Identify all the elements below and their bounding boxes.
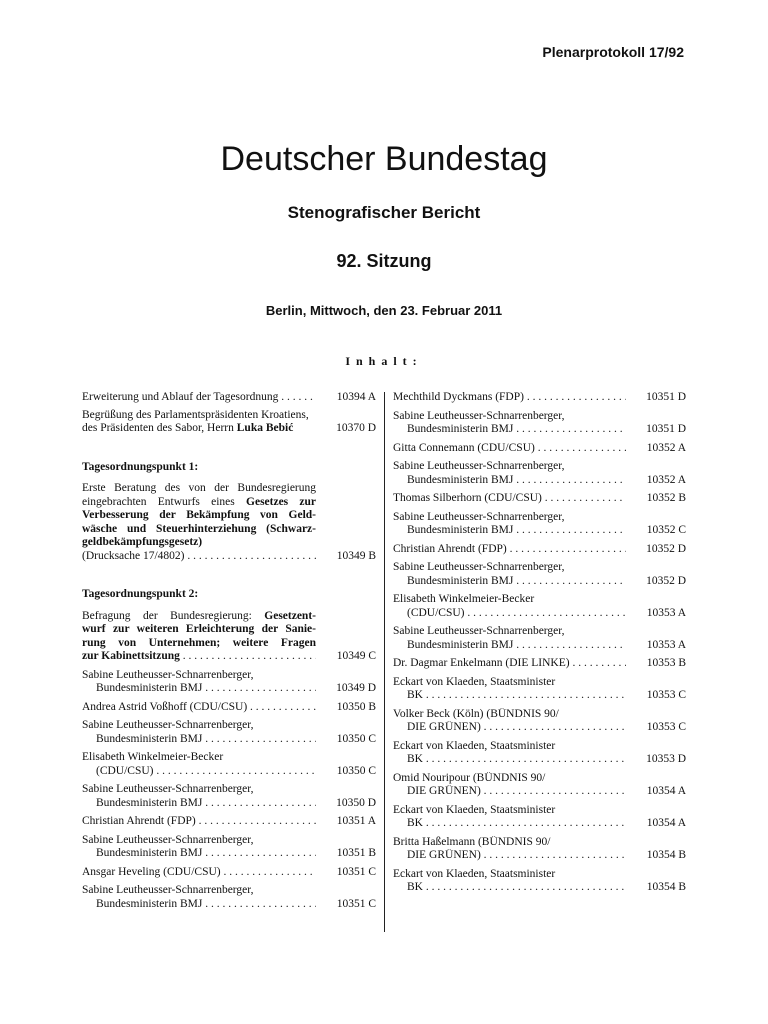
- toc-entry: [82, 482, 376, 563]
- speaker-role: Bundesministerin BMJ: [96, 682, 203, 694]
- column-divider: [384, 392, 385, 932]
- speaker-name: Elisabeth Winkelmeier-Becker: [82, 751, 224, 763]
- toc-entry-text: des Präsidenten des Sabor, Herrn: [82, 422, 237, 434]
- toc-entry: [82, 391, 376, 405]
- contents-heading: Inhalt:: [345, 354, 423, 368]
- page-reference: 10353 D: [646, 753, 686, 765]
- speaker-party: (CDU/CSU): [96, 764, 154, 777]
- toc-entry: [393, 543, 686, 557]
- speaker-role: Bundesministerin BMJ: [96, 847, 203, 859]
- toc-entry-text: Erste Beratung des von der Bundesregierung: [82, 482, 316, 494]
- speaker-role: Bundesministerin BMJ: [96, 897, 203, 910]
- page-reference: 10354 B: [646, 881, 686, 893]
- page-reference: 10349 C: [336, 650, 376, 662]
- dateline: Berlin, Mittwoch, den 23. Februar 2011: [265, 303, 503, 318]
- toc-entry: [393, 772, 686, 799]
- speaker-role: Bundesministerin BMJ: [96, 796, 203, 809]
- toc-entry: [393, 511, 686, 538]
- speaker-name: Andrea Astrid Voßhoff (CDU/CSU): [82, 700, 248, 713]
- document-title: Deutscher Bundestag: [220, 140, 548, 178]
- page-reference: 10349 B: [336, 549, 376, 562]
- speaker-name: Gitta Connemann (CDU/CSU): [393, 441, 535, 454]
- toc-entry: [82, 719, 376, 746]
- bill-title: geldbekämpfungsgesetz): [82, 536, 203, 548]
- speaker-name: Dr. Dagmar Enkelmann (DIE LINKE): [393, 657, 570, 669]
- page-reference: 10352 B: [646, 492, 686, 504]
- speaker-name: Sabine Leutheusser-Schnarrenberger,: [393, 561, 565, 573]
- page-reference: 10350 C: [336, 732, 376, 745]
- toc-entry: [393, 410, 686, 437]
- speaker-role: Bundesministerin BMJ: [407, 473, 514, 486]
- toc-entry-text: Erweiterung und Ablauf der Tagesordnung: [82, 391, 279, 403]
- toc-entry: [393, 593, 686, 620]
- speaker-role: Bundesministerin BMJ: [407, 638, 514, 651]
- toc-entry: [393, 804, 686, 831]
- toc-entry: [393, 836, 686, 863]
- page-reference: 10351 B: [336, 847, 376, 859]
- page-reference: 10352 C: [646, 524, 686, 536]
- page-reference: 10351 A: [336, 815, 376, 827]
- page-reference: 10394 A: [336, 391, 376, 403]
- speaker-name: Eckart von Klaeden, Staatsminister: [393, 867, 556, 880]
- speaker-role: BK: [407, 689, 423, 701]
- toc-entry-text: Begrüßung des Parlamentspräsidenten Kroatiens,: [82, 408, 309, 421]
- page-reference: 10353 C: [646, 689, 686, 701]
- page-reference: 10370 D: [336, 422, 376, 434]
- bill-title: Verbesserung der Bekämpfung von Geld-: [82, 509, 316, 521]
- speaker-name: Sabine Leutheusser-Schnarrenberger,: [393, 625, 565, 637]
- speaker-party: DIE GRÜNEN): [407, 721, 481, 733]
- page-reference: 10350 C: [336, 764, 376, 777]
- bill-title: zur Kabinettsitzung: [82, 650, 180, 662]
- page-reference: 10353 A: [646, 606, 686, 619]
- speaker-name: Sabine Leutheusser-Schnarrenberger,: [82, 668, 254, 681]
- toc-entry: [82, 409, 376, 436]
- toc-entry: [82, 815, 376, 829]
- speaker-name: Elisabeth Winkelmeier-Becker: [393, 593, 535, 605]
- agenda-item-heading: Tagesordnungspunkt 2:: [82, 588, 199, 600]
- speaker-role: Bundesministerin BMJ: [96, 732, 203, 745]
- printed-matter-ref: (Drucksache 17/4802): [82, 549, 185, 562]
- speaker-name: Christian Ahrendt (FDP): [82, 815, 196, 827]
- page-reference: 10354 A: [646, 817, 686, 829]
- toc-entry: [82, 834, 376, 861]
- agenda-item-heading: Tagesordnungspunkt 1:: [82, 460, 199, 473]
- speaker-name: Ansgar Heveling (CDU/CSU): [82, 865, 221, 878]
- page-reference: 10352 A: [646, 441, 686, 454]
- speaker-role: Bundesministerin BMJ: [407, 524, 514, 536]
- page-reference: 10354 B: [646, 849, 686, 861]
- page-reference: 10354 A: [646, 785, 686, 797]
- session-number: 92. Sitzung: [336, 251, 432, 271]
- speaker-name: Thomas Silberhorn (CDU/CSU): [393, 492, 542, 504]
- toc-entry: [82, 751, 376, 778]
- speaker-party: (CDU/CSU): [407, 606, 465, 619]
- page-reference: 10351 D: [646, 391, 686, 403]
- page-reference: 10352 D: [646, 574, 686, 587]
- page-reference: 10351 C: [336, 865, 376, 878]
- toc-entry: [393, 868, 686, 895]
- toc-entry: [393, 460, 686, 487]
- toc-entry: [393, 625, 686, 652]
- toc-entry: [82, 884, 376, 911]
- speaker-role: Bundesministerin BMJ: [407, 423, 514, 435]
- toc-entry: [393, 657, 686, 671]
- bill-title: wäsche und Steuerhinterziehung (Schwarz-: [82, 522, 316, 535]
- toc-entry: [393, 561, 686, 588]
- page-reference: 10353 A: [646, 638, 686, 651]
- speaker-name: Eckart von Klaeden, Staatsminister: [393, 803, 556, 816]
- toc-entry: [393, 740, 686, 767]
- speaker-name: Omid Nouripour (BÜNDNIS 90/: [393, 771, 546, 784]
- page-reference: 10352 D: [646, 542, 686, 555]
- speaker-role: BK: [407, 817, 423, 829]
- speaker-name: Sabine Leutheusser-Schnarrenberger,: [82, 783, 254, 795]
- speaker-role: BK: [407, 753, 423, 765]
- speaker-name: Britta Haßelmann (BÜNDNIS 90/: [393, 835, 551, 848]
- speaker-name: Eckart von Klaeden, Staatsminister: [393, 675, 556, 688]
- page-reference: 10350 B: [336, 700, 376, 713]
- speaker-name: Mechthild Dyckmans (FDP): [393, 391, 524, 403]
- page-reference: 10352 A: [646, 473, 686, 486]
- bill-title: Gesetzes zur: [246, 495, 316, 508]
- bill-title: rung von Unternehmen; weitere Fragen: [82, 636, 316, 649]
- bill-title: Gesetzent-: [264, 609, 316, 622]
- toc-entry: [393, 492, 686, 506]
- toc-entry: [82, 610, 376, 664]
- toc-entry: [393, 391, 686, 405]
- person-name: Luka Bebić: [236, 422, 294, 434]
- bill-title: wurf zur weiteren Erleichterung der Sanie-: [82, 623, 316, 635]
- toc-entry: [82, 669, 376, 696]
- page-reference: 10351 D: [646, 423, 686, 435]
- speaker-role: BK: [407, 881, 423, 893]
- toc-entry-text: Befragung der Bundesregierung:: [82, 609, 265, 622]
- toc-entry: [393, 708, 686, 735]
- speaker-name: Eckart von Klaeden, Staatsminister: [393, 739, 556, 752]
- speaker-party: DIE GRÜNEN): [407, 849, 481, 861]
- toc-left-column: [82, 391, 376, 911]
- page-reference: 10351 C: [336, 897, 376, 910]
- page-reference: 10353 B: [646, 657, 686, 669]
- toc-entry: [82, 701, 376, 715]
- speaker-role: Bundesministerin BMJ: [407, 574, 514, 587]
- page-reference: 10350 D: [336, 796, 376, 809]
- speaker-name: Sabine Leutheusser-Schnarrenberger,: [393, 409, 565, 422]
- toc-entry-text: eingebrachten Entwurfs eines: [82, 495, 247, 508]
- speaker-name: Sabine Leutheusser-Schnarrenberger,: [82, 884, 254, 896]
- page-reference: 10353 C: [646, 721, 686, 733]
- toc-right-column: [393, 391, 686, 895]
- speaker-name: Christian Ahrendt (FDP): [393, 542, 507, 555]
- page-reference: 10349 D: [336, 682, 376, 694]
- speaker-party: DIE GRÜNEN): [407, 785, 481, 797]
- document-subtitle: Stenografischer Bericht: [287, 203, 481, 222]
- speaker-name: Sabine Leutheusser-Schnarrenberger,: [82, 833, 254, 846]
- plenarprotokoll-number: Plenarprotokoll 17/92: [542, 44, 684, 60]
- toc-entry: [393, 676, 686, 703]
- speaker-name: Sabine Leutheusser-Schnarrenberger,: [393, 460, 565, 472]
- speaker-name: Volker Beck (Köln) (BÜNDNIS 90/: [393, 707, 559, 720]
- speaker-name: Sabine Leutheusser-Schnarrenberger,: [393, 510, 565, 523]
- toc-entry: [393, 442, 686, 456]
- toc-entry: [82, 866, 376, 880]
- toc-entry: [82, 783, 376, 810]
- speaker-name: Sabine Leutheusser-Schnarrenberger,: [82, 719, 254, 731]
